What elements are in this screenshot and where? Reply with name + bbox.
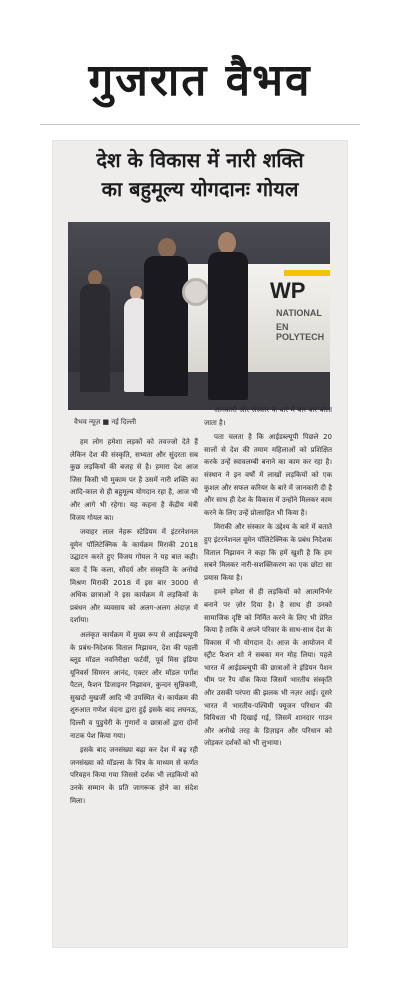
person-4 [208,252,248,400]
paragraph: पता चलता है कि आईडब्ल्यूपी पिछले 20 सालों से देश की तमाम महिलाओं को प्रशिक्षित करके उन्हें स्वावलम्बी बनाने का काम कर रहा है। संस्थान ने इन वर्षों में लाखों लड़कियों को एक कुशल और सफल करियर के बारे में जानकारी दी है और साथ ही देश के विकास में उन्होंने मिलकर काम करने के लिए उन्हें प्रोत्साहित भी किया है। [204,433,332,517]
banner-text-1: NATIONAL [276,308,322,318]
paragraph: जानकारी और संस्कार के बारे में बार बार बोला जाता है। [204,406,332,427]
dateline: वैभव न्यूज़ ■ नई दिल्ली [74,418,137,426]
paragraph: अलंकृत कार्यक्रम में मुख्य रूप से आईडब्ल्यूपी के प्रबंध-निदेशक विताल निझावन, देश की पहली ब्लूड मॉडल नवनिरीक्षा फर्टवीं, पूर्व मिस इंडिया यूनिवर्स सिमरन आनंद, एक्टर और मॉडल पर्गोश पैटल, फैशन डिजाइनर निझावन, कुन्दन सुन्निकमी, सुखदो मुखर्जी आदि भी उपस्थित थे। कार्यक्रम की शुरुआत गणेश वंदना द्वारा हुई इसके बाद लघनऊ, दिल्ली व पुडुचेरी के गुणारों व छात्राओं द्वारा दोनों नाटक पेश किया गया। [70,630,198,740]
article-column-right [204,404,332,752]
banner-accent [284,270,330,276]
headline [52,146,348,204]
paragraph: मिराकी और संस्कार के उद्देश्य के बारे में बताते हुए इंटरनेशनल वूमेन पॉलिटेक्निक के प्रबंध निदेशक विताल निझावन ने कहा कि हमें खुशी है कि हम सबने मिलकर नारी-सशक्तिकरण का एक छोटा सा प्रयास किया है। [204,523,333,582]
person-1 [80,284,110,392]
person-3-head [158,238,176,258]
paragraph: जवाहर लाल नेहरू स्टेडियम में इंटरनेशनल वूमेन पॉलिटेक्निक के कार्यक्रम मिराकी 2018 उद्घाटन करते हुए विजय गोयल ने यह बात कही। बता दें कि कला, सौंदर्य और संस्कृति के अनोखे मिश्रण मिराकी 2018 में इस बार 3000 से अधिक छात्राओं ने इस कार्यक्रम में लड़कियों के प्रबंधन और व्यवसाय को अलग-अलग अंदाज़ में दर्शाया। [70,528,198,625]
headline-line-1: देश के विकास में नारी शक्ति [96,148,304,172]
masthead: गुजरात वैभव [88,55,312,106]
banner-text-2: EN POLYTECH [276,322,325,342]
award-plaque [182,278,210,306]
divider [40,124,360,125]
news-clipping [52,140,348,948]
headline-line-2: का बहुमूल्य योगदानः गोयल [101,177,299,201]
event-photo [68,222,330,410]
paragraph: हम लोग हमेशा लड़कों को तवज्जो देते हैं लेकिन देश की संस्कृति, सभ्यता और सुंदरता सब कुछ लड़कियों की बजह से है। हमारा देश आज जिस किसी भी मुकाम पर है उसमें नारी शक्ति का आदि-काल से ही बहुमूल्य योगदान रहा है, आज भी और आगे भी रहेगा। यह कहना है केंद्रीय मंत्री विजय गोयल का। [70,438,198,522]
article-column-left [70,436,198,809]
paragraph: हमने हमेशा से ही लड़कियों को आत्मनिर्भर बनाने पर ज़ोर दिया है। है साथ ही उनको सामाजिक दृष्टि को निर्मित करने के लिए भी प्रेरित किया है ताकि वे अपने परिवार के साथ-साथ देश के विकास में भी योगदान दे। आज के आयोजन में स्ट्रीट फैशन शो ने सबका मन मोह लिया। पहले भारत में आईडब्ल्यूपी की छात्राओं ने इंडियन पैशन थीम पर रैंप वॉक किया जिसमें भारतीय संस्कृति और उसकी परंपरा की झलक भी नज़र आई। दूसरे भारत में भारतीय-पश्चिमी फ्यूजन परिधान की विविधता भी दिखाई गई, जिसमें शानदार गाउन और अनोखे तरह के डिज़ाइन और परिधान को जोड़कर दर्शकों को भी लुभाया। [204,588,332,748]
paragraph: इसके बाद जनसंख्या बढ़ा कर देश में बढ़ रही जनसंख्या को मॉडल्स के चित्र के माध्यम से कर्णत परिवहन किया गया जिससे दर्शक भी लड़कियों को उनके सम्मान के प्रति जागरूक होने का संदेश मिला। [70,746,198,805]
person-3 [144,256,188,396]
person-4-head [218,232,236,254]
banner-logo: WP [270,278,306,303]
